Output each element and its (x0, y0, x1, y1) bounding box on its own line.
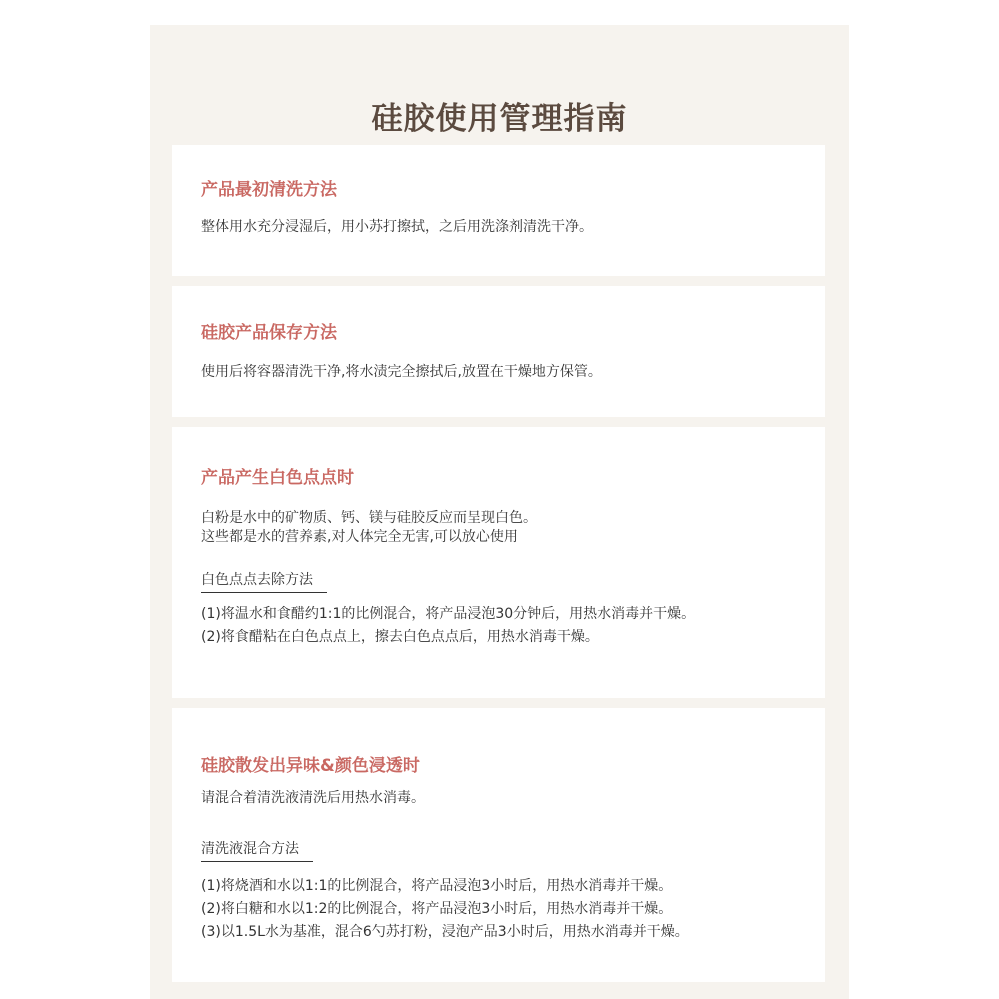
subheading-label: 清洗液混合方法 (201, 841, 299, 857)
step-item: (2)将白糖和水以1:2的比例混合，将产品浸泡3小时后，用热水消毒并干燥。 (201, 901, 673, 917)
card-initial-cleaning (172, 145, 825, 276)
subheading-label: 白色点点去除方法 (201, 572, 313, 588)
section-subheading (201, 838, 313, 862)
step-item: (1)将烧酒和水以1:1的比例混合，将产品浸泡3小时后，用热水消毒并干燥。 (201, 878, 673, 894)
card-white-spots (172, 427, 825, 698)
section-title: 硅胶产品保存方法 (201, 323, 337, 343)
section-body: 请混合着清洗液清洗后用热水消毒。 (201, 790, 425, 806)
card-odor-stain (172, 708, 825, 982)
step-item: (2)将食醋粘在白色点点上，擦去白色点点后，用热水消毒干燥。 (201, 629, 599, 645)
section-body-line: 白粉是水中的矿物质、钙、镁与硅胶反应而呈现白色。 (201, 510, 537, 526)
card-storage (172, 286, 825, 417)
section-body-line: 这些都是水的营养素,对人体完全无害,可以放心使用 (201, 529, 518, 545)
section-title: 产品产生白色点点时 (201, 468, 354, 488)
guide-panel (150, 25, 849, 999)
section-title: 硅胶散发出异味&颜色浸透时 (201, 756, 420, 776)
section-body: 整体用水充分浸湿后，用小苏打擦拭，之后用洗涤剂清洗干净。 (201, 219, 593, 235)
step-item: (3)以1.5L水为基准，混合6勺苏打粉，浸泡产品3小时后，用热水消毒并干燥。 (201, 924, 689, 940)
page-title: 硅胶使用管理指南 (371, 101, 628, 137)
section-subheading (201, 569, 327, 593)
section-title: 产品最初清洗方法 (201, 180, 337, 200)
section-body: 使用后将容器清洗干净,将水渍完全擦拭后,放置在干燥地方保管。 (201, 364, 602, 380)
step-item: (1)将温水和食醋约1:1的比例混合，将产品浸泡30分钟后，用热水消毒并干燥。 (201, 606, 696, 622)
